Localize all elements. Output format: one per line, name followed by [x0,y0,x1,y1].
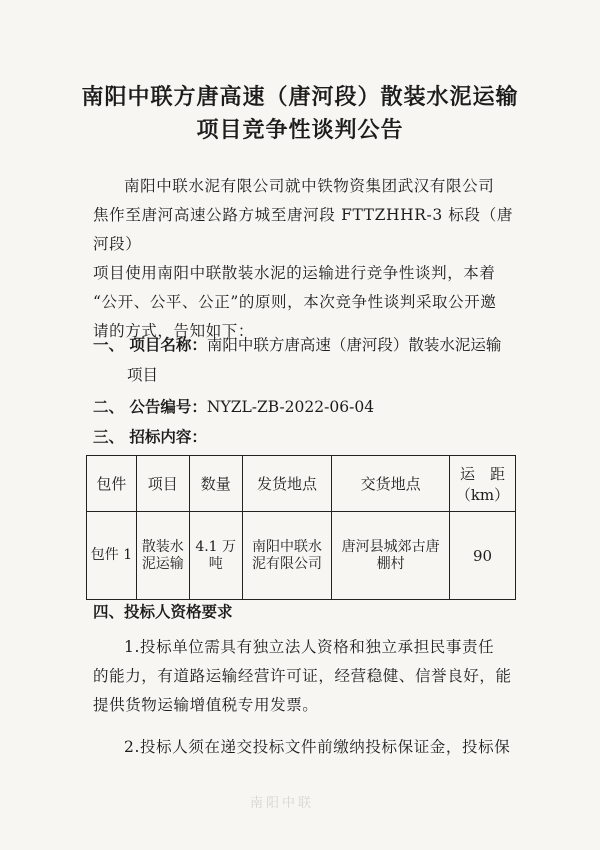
section-bidder-qualifications: 四、投标人资格要求 [93,603,233,621]
notice-number-value: NYZL-ZB-2022-06-04 [206,398,375,416]
project-name-value: 南阳中联方唐高速（唐河段）散装水泥运输 [206,336,502,354]
header-package: 包件 [87,456,137,512]
header-distance-unit: （km） [455,485,510,504]
header-distance [449,456,515,512]
requirement-1 [93,633,513,720]
header-item: 项目 [136,456,189,512]
intro-line: 项目使用南阳中联散装水泥的运输进行竞争性谈判，本着 [93,264,496,282]
section-bid-content: 三、 招标内容： [93,428,207,446]
cell-destination: 唐河县城郊古唐棚村 [332,512,450,600]
intro-line: 焦作至唐河高速公路方城至唐河段 FTTZHHR-3 标段（唐河段） [93,206,513,253]
table-header-row [87,456,516,512]
faded-stamp: 南阳中联 [250,796,315,811]
header-quantity: 数量 [189,456,242,512]
intro-line: 南阳中联水泥有限公司就中铁物资集团武汉有限公司 [124,177,495,195]
intro-line: 请的方式，告知如下： [93,322,255,340]
cell-item: 散装水泥运输 [136,512,189,600]
cell-origin: 南阳中联水泥有限公司 [242,512,332,600]
header-destination: 交货地点 [332,456,450,512]
table-row [87,512,516,600]
section-label: 一、 项目名称： [93,336,207,354]
bid-content-table [86,455,516,600]
requirement-line: 的能力，有道路运输经营许可证，经营稳健、信誉良好，能 [93,667,512,685]
cell-distance: 90 [449,512,515,600]
intro-paragraph [93,172,513,346]
section-project-name [93,333,501,357]
requirement-2 [93,733,513,762]
requirement-line: 1.投标单位需具有独立法人资格和独立承担民事责任 [124,638,495,656]
intro-line: “公开、公平、公正”的原则，本次竞争性谈判采取公开邀 [93,293,497,311]
section-notice-number [93,395,374,419]
section-label: 二、 公告编号： [93,398,207,416]
cell-quantity: 4.1 万吨 [189,512,242,600]
header-distance-label: 运 距 [459,464,505,483]
project-name-continued: 项目 [127,366,159,384]
cell-package: 包件 1 [87,512,137,600]
header-origin: 发货地点 [242,456,332,512]
document-title-line1: 南阳中联方唐高速（唐河段）散装水泥运输 [81,85,519,110]
requirement-line: 提供货物运输增值税专用发票。 [93,696,319,714]
requirement-line: 2.投标人须在递交投标文件前缴纳投标保证金，投标保 [124,738,511,756]
document-title-line2: 项目竞争性谈判公告 [196,118,404,143]
